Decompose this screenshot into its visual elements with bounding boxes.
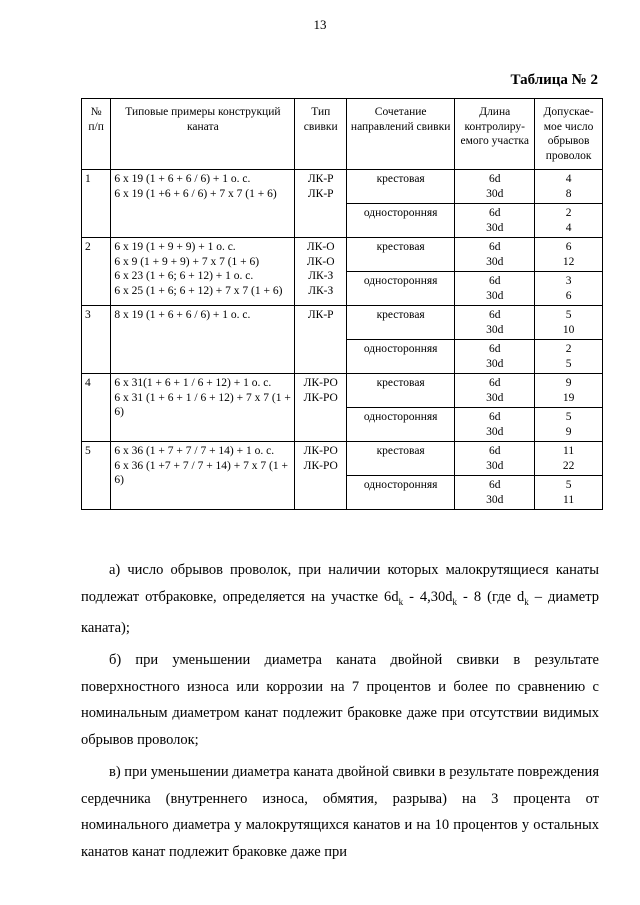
- construction-example: 8 х 19 (1 + 6 + 6 / 6) + 1 о. с.: [114, 309, 251, 321]
- allowed-value: 5: [565, 309, 572, 321]
- header-length: Длина контролиру-емого участка: [455, 99, 535, 170]
- allowed-value: 10: [562, 323, 575, 336]
- length-value: 30d: [486, 323, 504, 336]
- control-length: [455, 272, 535, 306]
- construction-example: 6 х 31(1 + 6 + 1 / 6 + 12) + 1 о. с.: [114, 377, 272, 389]
- length-value: 30d: [486, 357, 504, 370]
- allowed-breaks: [535, 272, 603, 306]
- construction-example: 6 х 31 (1 + 6 + 1 / 6 + 12) + 7 х 7 (1 + 6): [114, 391, 291, 418]
- lay-combination-one-side: односторонняя: [347, 476, 455, 510]
- construction-example: 6 х 36 (1 + 7 + 7 / 7 + 14) + 1 о. с.: [114, 445, 275, 457]
- length-value: 6d: [488, 173, 501, 185]
- allowed-breaks: [535, 238, 603, 272]
- allowed-value: 5: [565, 411, 572, 423]
- lay-combination-one-side: односторонняя: [347, 204, 455, 238]
- lay-type-value: ЛК-РО: [303, 459, 338, 472]
- allowed-breaks: [535, 204, 603, 238]
- length-value: 6d: [488, 309, 501, 321]
- lay-combination-one-side: односторонняя: [347, 272, 455, 306]
- construction-example: 6 х 25 (1 + 6; 6 + 12) + 7 х 7 (1 + 6): [114, 284, 283, 297]
- allowed-value: 11: [563, 445, 575, 457]
- header-combo: Сочетание направлений свивки: [347, 99, 455, 170]
- table-row: [82, 306, 603, 340]
- construction-example: 6 х 36 (1 +7 + 7 / 7 + 14) + 7 х 7 (1 + 6): [114, 459, 288, 486]
- length-value: 30d: [486, 391, 504, 404]
- length-value: 30d: [486, 425, 504, 438]
- control-length: [455, 306, 535, 340]
- control-length: [455, 408, 535, 442]
- control-length: [455, 374, 535, 408]
- allowed-breaks: [535, 442, 603, 476]
- construction-example: 6 х 9 (1 + 9 + 9) + 7 х 7 (1 + 6): [114, 255, 260, 268]
- paragraph-a-text-2: - 4,30: [403, 588, 446, 605]
- lay-type-value: ЛК-РО: [303, 391, 338, 404]
- allowed-value: 3: [565, 275, 572, 287]
- allowed-value: 9: [565, 377, 572, 389]
- lay-combination-cross: крестовая: [347, 170, 455, 204]
- lay-type-value: ЛК-О: [306, 241, 335, 253]
- symbol-dk: $d_k$: [517, 588, 529, 607]
- header-num: № п/п: [82, 99, 111, 170]
- allowed-breaks: [535, 476, 603, 510]
- allowed-value: 19: [562, 391, 575, 404]
- allowed-value: 6: [565, 241, 572, 253]
- lay-type-value: ЛК-Р: [307, 173, 334, 185]
- allowed-value: 4: [565, 173, 572, 185]
- allowed-value: 2: [565, 207, 572, 219]
- allowed-breaks: [535, 374, 603, 408]
- allowed-breaks: [535, 340, 603, 374]
- allowed-breaks: [535, 408, 603, 442]
- header-examples: Типовые примеры конструкций каната: [111, 99, 295, 170]
- allowed-value: 22: [562, 459, 575, 472]
- row-number: 1: [82, 170, 111, 238]
- paragraph-a-text-4: – диаметр каната);: [81, 588, 599, 636]
- construction-examples: [111, 442, 295, 510]
- allowed-value: 4: [565, 221, 572, 234]
- control-length: [455, 476, 535, 510]
- body-text: [81, 557, 599, 871]
- length-value: 30d: [486, 493, 504, 506]
- lay-combination-cross: крестовая: [347, 442, 455, 476]
- row-number: 4: [82, 374, 111, 442]
- rope-rejection-table: [81, 98, 603, 510]
- length-value: 6d: [488, 343, 501, 355]
- lay-type-value: ЛК-РО: [303, 445, 338, 457]
- lay-type-value: ЛК-З: [308, 284, 334, 297]
- table-row: [82, 238, 603, 272]
- control-length: [455, 204, 535, 238]
- construction-example: 6 х 19 (1 +6 + 6 / 6) + 7 х 7 (1 + 6): [114, 187, 277, 200]
- table-row: [82, 170, 603, 204]
- symbol-dk: $d_k$: [391, 588, 404, 607]
- length-value: 6d: [488, 411, 501, 423]
- table-row: [82, 374, 603, 408]
- length-value: 30d: [486, 255, 504, 268]
- construction-examples: [111, 306, 295, 374]
- length-value: 30d: [486, 459, 504, 472]
- length-value: 6d: [488, 241, 501, 253]
- header-type: Тип свивки: [295, 99, 347, 170]
- header-allowed: Допускае-мое число обрывов проволок: [535, 99, 603, 170]
- construction-example: 6 х 19 (1 + 9 + 9) + 1 о. с.: [114, 241, 236, 253]
- table-row: [82, 442, 603, 476]
- lay-type-value: ЛК-Р: [307, 187, 334, 200]
- allowed-breaks: [535, 306, 603, 340]
- table-header-row: [82, 99, 603, 170]
- allowed-value: 5: [565, 479, 572, 491]
- allowed-value: 8: [565, 187, 572, 200]
- length-value: 6d: [488, 445, 501, 457]
- lay-combination-cross: крестовая: [347, 374, 455, 408]
- construction-examples: [111, 374, 295, 442]
- construction-examples: [111, 170, 295, 238]
- length-value: 6d: [488, 479, 501, 491]
- row-number: 2: [82, 238, 111, 306]
- lay-combination-one-side: односторонняя: [347, 408, 455, 442]
- lay-type: [295, 442, 347, 510]
- allowed-value: 12: [562, 255, 575, 268]
- paragraph-c: в) при уменьшении диаметра каната двойной свивки в результате повреждения сердечника (внутреннего износа, обмятия, разрыва) на 3 процента от номинального диаметра у малокрутящихся канатов и на 10 процентов у остальных канатов канат подлежит браковке даже при: [81, 764, 599, 860]
- lay-type: [295, 170, 347, 238]
- construction-example: 6 х 19 (1 + 6 + 6 / 6) + 1 о. с.: [114, 173, 251, 185]
- row-number: 5: [82, 442, 111, 510]
- table-title: Таблица № 2: [510, 72, 598, 88]
- lay-type: [295, 306, 347, 374]
- length-value: 6d: [488, 207, 501, 219]
- row-number: 3: [82, 306, 111, 374]
- allowed-breaks: [535, 170, 603, 204]
- symbol-dk: $d_k$: [445, 588, 458, 607]
- length-value: 6d: [488, 377, 501, 389]
- lay-combination-one-side: односторонняя: [347, 340, 455, 374]
- length-value: 30d: [486, 187, 504, 200]
- lay-type-value: ЛК-Р: [307, 309, 334, 321]
- lay-type-value: ЛК-О: [306, 255, 335, 268]
- lay-type: [295, 374, 347, 442]
- allowed-value: 6: [565, 289, 572, 302]
- paragraph-a-text: а) число обрывов проволок, при наличии которых малокрутящиеся канаты подлежат отбраковке, определяется на участке 6: [81, 562, 599, 605]
- lay-combination-cross: крестовая: [347, 238, 455, 272]
- paragraph-a-text-3: - 8 (где: [457, 588, 518, 605]
- lay-type: [295, 238, 347, 306]
- allowed-value: 9: [565, 425, 572, 438]
- construction-example: 6 х 23 (1 + 6; 6 + 12) + 1 о. с.: [114, 270, 254, 282]
- allowed-value: 2: [565, 343, 572, 355]
- allowed-value: 11: [563, 493, 575, 506]
- length-value: 6d: [488, 275, 501, 287]
- control-length: [455, 170, 535, 204]
- lay-type-value: ЛК-З: [308, 270, 334, 282]
- control-length: [455, 340, 535, 374]
- length-value: 30d: [486, 221, 504, 234]
- lay-type-value: ЛК-РО: [303, 377, 338, 389]
- page-number: 13: [313, 17, 327, 32]
- construction-examples: [111, 238, 295, 306]
- control-length: [455, 442, 535, 476]
- lay-combination-cross: крестовая: [347, 306, 455, 340]
- paragraph-a: [81, 557, 599, 641]
- control-length: [455, 238, 535, 272]
- paragraph-b: б) при уменьшении диаметра каната двойной свивки в результате поверхностного износа или коррозии на 7 процентов и более по сравнению с номинальным диаметром канат подлежит браковке даже при отсутствии видимых обрывов проволок;: [81, 652, 599, 748]
- length-value: 30d: [486, 289, 504, 302]
- allowed-value: 5: [565, 357, 572, 370]
